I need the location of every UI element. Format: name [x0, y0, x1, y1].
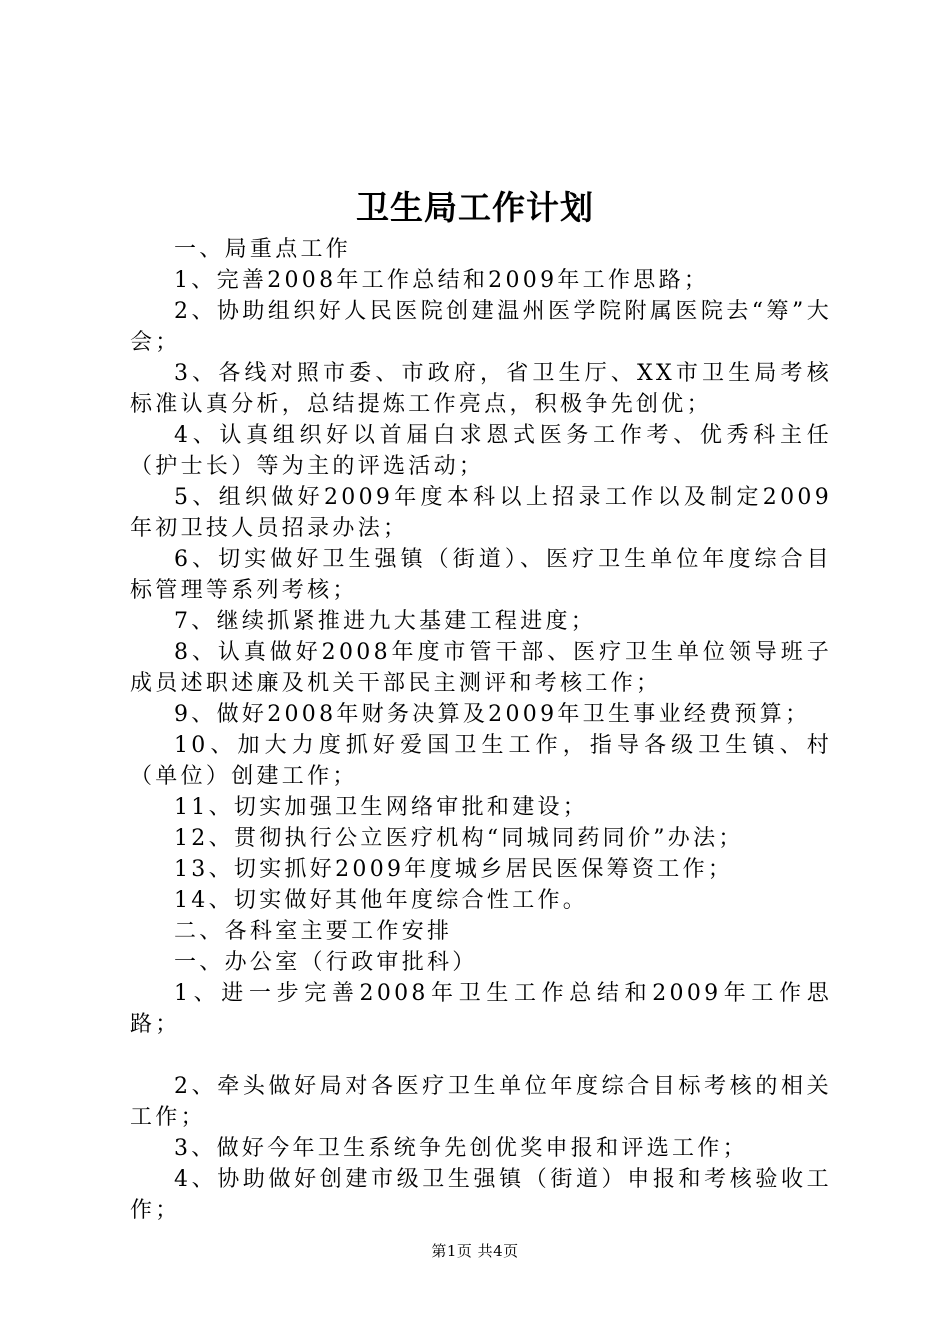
list-item: 12、贯彻执行公立医疗机构“同城同药同价”办法；	[174, 826, 744, 851]
list-item: 10、加大力度抓好爱国卫生工作，指导各级卫生镇、村（单位）创建工作；	[130, 733, 832, 789]
document-title: 卫生局工作计划	[356, 188, 594, 227]
list-item: 9、做好2008年财务决算及2009年卫生事业经费预算；	[174, 702, 811, 727]
section-heading: 一、局重点工作	[174, 237, 352, 262]
list-item: 3、各线对照市委、市政府，省卫生厅、XX市卫生局考核标准认真分析，总结提炼工作亮点，积极争先创优；	[130, 361, 832, 417]
list-item: 4、协助做好创建市级卫生强镇（街道）申报和考核验收工作；	[130, 1167, 832, 1223]
list-item: 13、切实抓好2009年度城乡居民医保筹资工作；	[174, 857, 734, 882]
list-item: 2、牵头做好局对各医疗卫生单位年度综合目标考核的相关工作；	[130, 1074, 832, 1130]
section-heading: 二、各科室主要工作安排	[174, 919, 453, 944]
list-item: 1、完善2008年工作总结和2009年工作思路；	[174, 268, 710, 293]
list-item: 5、组织做好2009年度本科以上招录工作以及制定2009年初卫技人员招录办法；	[130, 485, 832, 541]
list-item: 2、协助组织好人民医院创建温州医学院附属医院去“筹”大会；	[130, 299, 832, 355]
list-item: 6、切实做好卫生强镇（街道）、医疗卫生单位年度综合目标管理等系列考核；	[130, 547, 832, 603]
document-body	[130, 234, 832, 1226]
list-item: 8、认真做好2008年度市管干部、医疗卫生单位领导班子成员述职述廉及机关干部民主测评和考核工作；	[130, 640, 832, 696]
page-footer: 第1页 共4页	[431, 1242, 519, 1260]
list-item: 11、切实加强卫生网络审批和建设；	[174, 795, 589, 820]
list-item: 1、进一步完善2008年卫生工作总结和2009年工作思路；	[130, 981, 832, 1037]
list-item: 14、切实做好其他年度综合性工作。	[174, 888, 589, 913]
paragraph-spacer	[130, 1040, 832, 1071]
subsection-heading: 一、办公室（行政审批科）	[174, 950, 478, 975]
list-item: 7、继续抓紧推进九大基建工程进度；	[174, 609, 597, 634]
list-item: 3、做好今年卫生系统争先创优奖申报和评选工作；	[174, 1136, 748, 1161]
list-item: 4、认真组织好以首届白求恩式医务工作考、优秀科主任（护士长）等为主的评选活动；	[130, 423, 832, 479]
